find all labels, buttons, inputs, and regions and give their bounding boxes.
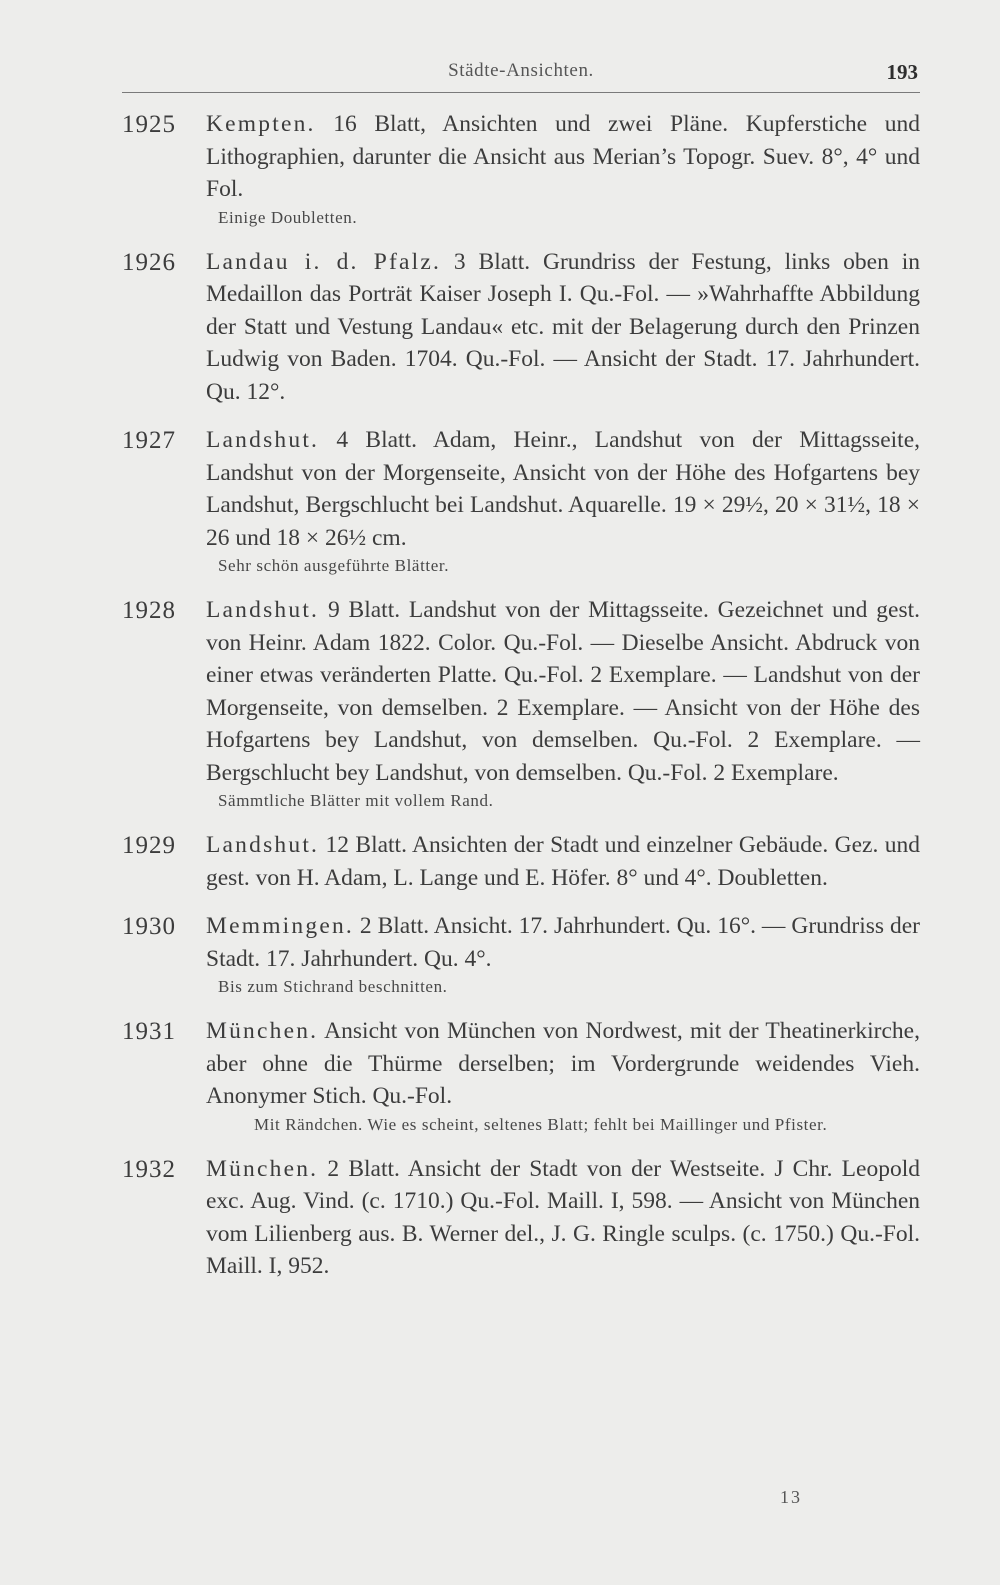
entry-place: Kempten. bbox=[206, 111, 316, 137]
entry-place: Memmingen. bbox=[206, 913, 354, 939]
entry-body: 4 Blatt. Adam, Heinr., Landshut von der Mittagsseite, Landshut von der Morgenseite, Ansicht von der Höhe des Hofgartens bey Landshut, Bergschlucht bei Landshut. Aquarelle. 19 × 29½, 20 × 31½, 18 × 26 und 18 × 26½ cm. bbox=[206, 427, 920, 551]
entry-place: Landshut. bbox=[206, 427, 320, 453]
entry-body: 12 Blatt. Ansichten der Stadt und einzelner Gebäude. Gez. und gest. von H. Adam, L. Lange und E. Höfer. 8° und 4°. Doubletten. bbox=[206, 832, 920, 891]
entry-body: 3 Blatt. Grundriss der Festung, links oben in Medaillon das Porträt Kaiser Joseph I. Qu.-Fol. — »Wahrhaffte Abbildung der Statt und Vestung Landau« etc. mit der Belagerung durch den Prinzen Ludwig von Baden. 1704. Qu.-Fol. — Ansicht der Stadt. 17. Jahrhundert. Qu. 12°. bbox=[206, 248, 920, 405]
entry-number: 1925 bbox=[122, 111, 176, 138]
entry-body: 9 Blatt. Landshut von der Mittagsseite. Gezeichnet und gest. von Heinr. Adam 1822. Color. Qu.-Fol. — Dieselbe Ansicht. Abdruck von einer etwas veränderten Platte. Qu.-Fol. 2 Exemplare. — Landshut von der Morgenseite, von demselben. 2 Exemplare. — Ansicht von der Höhe des Hofgartens bey Landshut, von demselben. Qu.-Fol. 2 Exemplare. — Bergschlucht bey Landshut, von demselben. Qu.-Fol. 2 Exemplare. bbox=[206, 597, 920, 786]
entry-place: München. bbox=[206, 1155, 319, 1182]
entry-description bbox=[206, 829, 920, 894]
entry-place: Landshut. bbox=[206, 832, 320, 858]
catalogue-entry-1928 bbox=[0, 594, 1000, 813]
entry-description bbox=[206, 246, 920, 409]
entry-body: 16 Blatt, Ansichten und zwei Pläne. Kupferstiche und Lithographien, darunter die Ansicht aus Merian’s Topogr. Suev. 8°, 4° und Fol. bbox=[206, 111, 920, 202]
entry-number: 1932 bbox=[122, 1155, 176, 1183]
entry-description bbox=[206, 1015, 920, 1113]
catalogue-entry-1930 bbox=[0, 910, 1000, 999]
entry-place: Landau i. d. Pfalz. bbox=[206, 248, 442, 275]
entry-note: Mit Rändchen. Wie es scheint, seltenes Blatt; fehlt bei Maillinger und Pfister. bbox=[254, 1114, 828, 1134]
entry-description bbox=[206, 108, 920, 206]
entry-description bbox=[206, 1153, 920, 1283]
catalogue-entry-1932 bbox=[0, 1153, 1000, 1283]
entry-number: 1927 bbox=[122, 427, 176, 454]
entry-note: Bis zum Stichrand beschnitten. bbox=[218, 977, 448, 996]
entry-number: 1929 bbox=[122, 832, 176, 859]
entry-note: Sehr schön ausgeführte Blätter. bbox=[218, 556, 450, 575]
entry-body: 2 Blatt. Ansicht der Stadt von der Westseite. J Chr. Leopold exc. Aug. Vind. (c. 1710.) Qu.-Fol. Maill. I, 598. — Ansicht von München vom Lilienberg aus. B. Werner del., J. G. Ringle sculps. (c. 1750.) Qu.-Fol. Maill. I, 952. bbox=[206, 1155, 920, 1279]
entry-place: Landshut. bbox=[206, 597, 320, 623]
entry-number: 1931 bbox=[122, 1018, 176, 1045]
entry-description bbox=[206, 424, 920, 554]
printer-signature: 13 bbox=[780, 1487, 802, 1507]
running-head bbox=[122, 56, 920, 93]
catalogue-entry-1929 bbox=[0, 829, 1000, 894]
entry-body: Ansicht von München von Nordwest, mit der Theatinerkirche, aber ohne die Thürme derselben; im Vordergrunde weidendes Vieh. Anonymer Stich. Qu.-Fol. bbox=[206, 1018, 920, 1109]
catalogue-entry-1925 bbox=[0, 108, 1000, 230]
catalogue-entries bbox=[0, 108, 1000, 1299]
entry-note: Einige Doubletten. bbox=[218, 207, 358, 227]
entry-description bbox=[206, 910, 920, 975]
entry-note: Sämmtliche Blätter mit vollem Rand. bbox=[218, 791, 494, 810]
entry-number: 1928 bbox=[122, 597, 176, 624]
entry-number: 1930 bbox=[122, 913, 176, 940]
entry-place: München. bbox=[206, 1018, 319, 1044]
catalogue-entry-1931 bbox=[0, 1015, 1000, 1137]
running-title: Städte-Ansichten. bbox=[448, 60, 594, 81]
catalogue-entry-1927 bbox=[0, 424, 1000, 578]
entry-description bbox=[206, 594, 920, 789]
page-number: 193 bbox=[886, 60, 918, 84]
catalogue-entry-1926 bbox=[0, 246, 1000, 409]
entry-body: 2 Blatt. Ansicht. 17. Jahrhundert. Qu. 16°. — Grundriss der Stadt. 17. Jahrhundert. Qu. 4°. bbox=[206, 913, 920, 972]
entry-number: 1926 bbox=[122, 248, 176, 276]
